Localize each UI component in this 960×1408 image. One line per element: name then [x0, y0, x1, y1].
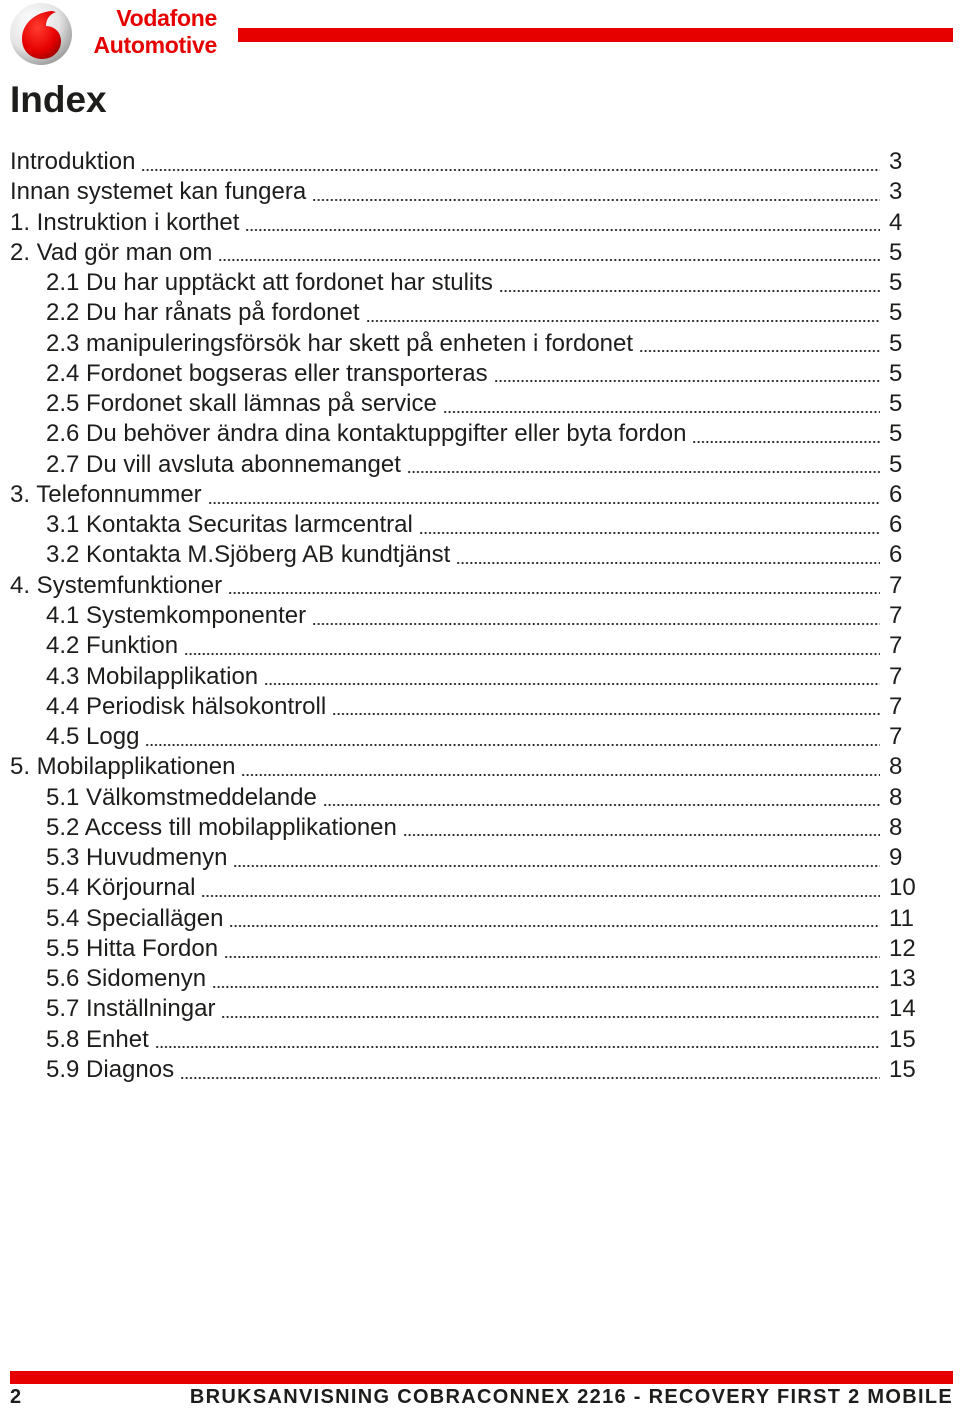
toc-subentry[interactable]	[10, 540, 921, 570]
dot-leader	[332, 692, 880, 722]
toc-page-number: 8	[889, 813, 903, 841]
toc-entry-label: 4.5 Logg	[46, 723, 140, 751]
toc-subentry[interactable]	[10, 994, 921, 1024]
dot-leader	[456, 540, 880, 570]
toc-entry[interactable]	[10, 147, 921, 177]
toc-page-number: 7	[889, 632, 903, 660]
toc-page-number: 5	[889, 390, 903, 418]
toc-page-number: 14	[889, 995, 916, 1023]
toc-entry-label: 5.4 Speciallägen	[46, 904, 224, 932]
toc-entry-label: 5.4 Körjournal	[46, 874, 196, 902]
toc-entry-label: 4.2 Funktion	[46, 632, 179, 660]
toc-entry-label: 5.1 Välkomstmeddelande	[46, 783, 317, 811]
toc-entry-label: 4. Systemfunktioner	[10, 571, 223, 599]
header-rule	[238, 28, 953, 42]
dot-leader	[155, 1025, 880, 1055]
toc-page-number: 7	[889, 662, 903, 690]
toc-entry-label: 3.1 Kontakta Securitas larmcentral	[46, 511, 413, 539]
toc-subentry[interactable]	[10, 389, 921, 419]
toc-entry-label: 4.4 Periodisk hälsokontroll	[46, 692, 327, 720]
toc-subentry[interactable]	[10, 692, 921, 722]
toc-subentry[interactable]	[10, 873, 921, 903]
toc-subentry[interactable]	[10, 964, 921, 994]
toc-subentry[interactable]	[10, 722, 921, 752]
toc-entry-label: 1. Instruktion i korthet	[10, 208, 240, 236]
toc-subentry[interactable]	[10, 934, 921, 964]
dot-leader	[245, 208, 880, 238]
toc-page-number: 8	[889, 783, 903, 811]
dot-leader	[218, 238, 880, 268]
toc-page-number: 5	[889, 299, 903, 327]
toc-page-number: 10	[889, 874, 916, 902]
toc-entry-label: 5.2 Access till mobilapplikationen	[46, 813, 397, 841]
dot-leader	[201, 873, 880, 903]
dot-leader	[366, 298, 880, 328]
toc-page-number: 5	[889, 359, 903, 387]
toc-entry-label: 5.5 Hitta Fordon	[46, 934, 219, 962]
toc-subentry[interactable]	[10, 298, 921, 328]
toc-entry[interactable]	[10, 571, 921, 601]
dot-leader	[323, 783, 880, 813]
toc-entry-label: 4.3 Mobilapplikation	[46, 662, 259, 690]
toc-page-number: 7	[889, 601, 903, 629]
toc-subentry[interactable]	[10, 843, 921, 873]
dot-leader	[241, 752, 880, 782]
toc-page-number: 3	[889, 178, 903, 206]
toc-page-number: 6	[889, 541, 903, 569]
dot-leader	[403, 813, 880, 843]
toc-subentry[interactable]	[10, 450, 921, 480]
dot-leader	[407, 450, 880, 480]
toc-page-number: 7	[889, 723, 903, 751]
footer-rule	[10, 1371, 953, 1384]
dot-leader	[494, 359, 880, 389]
toc-entry-label: 2.3 manipuleringsförsök har skett på enheten i fordonet	[46, 329, 634, 357]
dot-leader	[141, 147, 880, 177]
toc-entry-label: 5.8 Enhet	[46, 1025, 149, 1053]
toc-subentry[interactable]	[10, 510, 921, 540]
toc-page-number: 7	[889, 571, 903, 599]
brand-name: Vodafone	[116, 5, 217, 31]
toc-page-number: 5	[889, 238, 903, 266]
dot-leader	[419, 510, 880, 540]
toc-page-number: 15	[889, 1055, 916, 1083]
brand-division: Automotive	[93, 32, 217, 58]
dot-leader	[692, 419, 880, 449]
toc-page-number: 5	[889, 269, 903, 297]
toc-subentry[interactable]	[10, 662, 921, 692]
toc-entry-label: 2.5 Fordonet skall lämnas på service	[46, 390, 437, 418]
toc-page-number: 13	[889, 965, 916, 993]
toc-entry[interactable]	[10, 752, 921, 782]
toc-page-number: 5	[889, 329, 903, 357]
dot-leader	[145, 722, 880, 752]
toc-page-number: 3	[889, 148, 903, 175]
toc-subentry[interactable]	[10, 1055, 921, 1085]
dot-leader	[221, 994, 880, 1024]
toc-subentry[interactable]	[10, 783, 921, 813]
toc-page-number: 6	[889, 511, 903, 539]
toc-entry-label: 5.6 Sidomenyn	[46, 965, 207, 993]
toc-entry[interactable]	[10, 480, 921, 510]
toc-entry[interactable]	[10, 177, 921, 207]
toc-subentry[interactable]	[10, 329, 921, 359]
toc-subentry[interactable]	[10, 419, 921, 449]
toc-entry-label: 5.3 Huvudmenyn	[46, 844, 228, 872]
toc-entry-label: 3.2 Kontakta M.Sjöberg AB kundtjänst	[46, 541, 451, 569]
toc-entry-label: Introduktion	[10, 148, 136, 175]
toc-page-number: 9	[889, 844, 903, 872]
toc-page-number: 4	[889, 208, 903, 236]
brand-wordmark	[80, 5, 217, 59]
dot-leader	[184, 631, 880, 661]
toc-page-number: 7	[889, 692, 903, 720]
toc-page-number: 8	[889, 753, 903, 781]
dot-leader	[312, 601, 880, 631]
dot-leader	[224, 934, 880, 964]
dot-leader	[264, 662, 880, 692]
toc-page-number: 15	[889, 1025, 916, 1053]
dot-leader	[229, 904, 880, 934]
dot-leader	[233, 843, 880, 873]
toc-subentry[interactable]	[10, 904, 921, 934]
table-of-contents	[10, 147, 921, 1085]
toc-page-number: 12	[889, 934, 916, 962]
toc-subentry[interactable]	[10, 268, 921, 298]
toc-subentry[interactable]	[10, 631, 921, 661]
toc-entry-label: 2.7 Du vill avsluta abonnemanget	[46, 450, 401, 478]
toc-entry-label: 5. Mobilapplikationen	[10, 753, 236, 781]
toc-page-number: 5	[889, 420, 903, 448]
toc-subentry[interactable]	[10, 601, 921, 631]
toc-page-number: 11	[889, 904, 914, 932]
toc-subentry[interactable]	[10, 359, 921, 389]
vodafone-logo-icon	[9, 2, 73, 66]
dot-leader	[499, 268, 880, 298]
toc-page-number: 6	[889, 480, 903, 508]
toc-entry-label: 2. Vad gör man om	[10, 238, 213, 266]
toc-entry-label: 2.2 Du har rånats på fordonet	[46, 299, 360, 327]
toc-page-number: 5	[889, 450, 903, 478]
toc-entry-label: 5.7 Inställningar	[46, 995, 216, 1023]
toc-entry-label: 5.9 Diagnos	[46, 1055, 175, 1083]
dot-leader	[312, 177, 880, 207]
toc-entry-label: Innan systemet kan fungera	[10, 178, 307, 206]
dot-leader	[180, 1055, 880, 1085]
toc-subentry[interactable]	[10, 813, 921, 843]
toc-entry-label: 3. Telefonnummer	[10, 480, 202, 508]
toc-entry[interactable]	[10, 208, 921, 238]
dot-leader	[443, 389, 880, 419]
toc-entry-label: 4.1 Systemkomponenter	[46, 601, 307, 629]
dot-leader	[639, 329, 880, 359]
toc-entry[interactable]	[10, 238, 921, 268]
toc-entry-label: 2.4 Fordonet bogseras eller transporteras	[46, 359, 488, 387]
dot-leader	[212, 964, 880, 994]
footer-page-number: 2	[10, 1386, 22, 1408]
dot-leader	[228, 571, 880, 601]
toc-entry-label: 2.1 Du har upptäckt att fordonet har stulits	[46, 269, 493, 297]
dot-leader	[208, 480, 880, 510]
footer-document-title: BRUKSANVISNING COBRACONNEX 2216 - RECOVERY FIRST 2 MOBILE	[189, 1386, 953, 1408]
page-title: Index	[10, 79, 107, 120]
toc-subentry[interactable]	[10, 1025, 921, 1055]
toc-entry-label: 2.6 Du behöver ändra dina kontaktuppgifter eller byta fordon	[46, 420, 687, 448]
